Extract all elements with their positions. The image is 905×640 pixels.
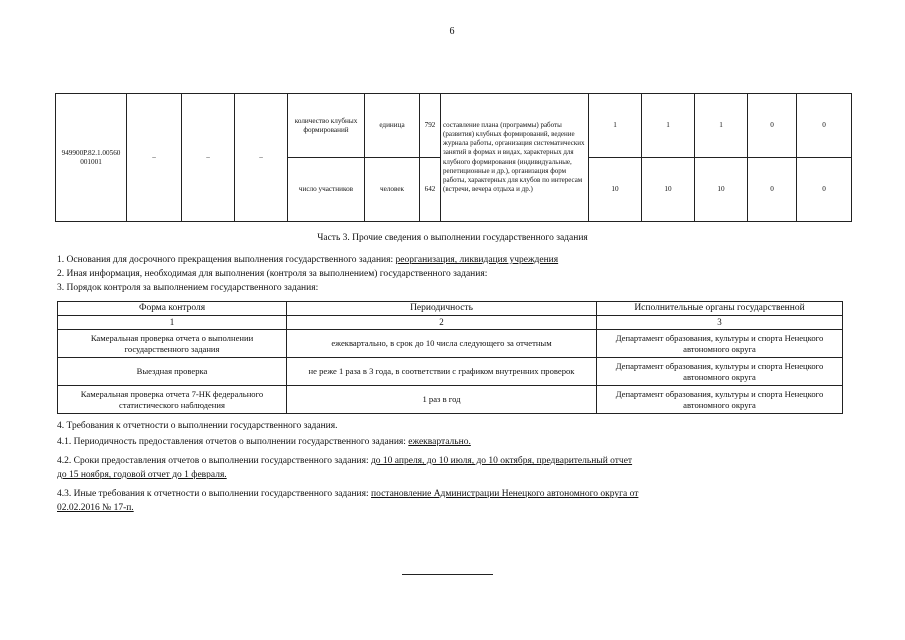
value-cell: 0: [748, 158, 797, 222]
control-organ: Департамент образования, культуры и спорта Ненецкого автономного округа: [597, 358, 843, 386]
column-number: 2: [287, 316, 597, 330]
table-row: [58, 358, 843, 386]
registry-code: 949900Р.82.1.00560 001001: [56, 94, 127, 222]
column-header: Периодичность: [287, 302, 597, 316]
control-form: Камеральная проверка отчета 7-НК федерального статистического наблюдения: [58, 386, 287, 414]
value-cell: 1: [695, 94, 748, 158]
item-4-3-cont: [57, 502, 134, 514]
column-number-row: [58, 316, 843, 330]
table-row: [56, 94, 852, 158]
control-period: 1 раз в год: [287, 386, 597, 414]
item-4-2: [57, 455, 680, 467]
item-4-3-value-2: 02.02.2016 № 17-п.: [57, 503, 134, 513]
table-row: [58, 330, 843, 358]
table-header-row: [58, 302, 843, 316]
dash-cell: –: [182, 94, 235, 222]
indicator-name: число участников: [288, 158, 365, 222]
control-form: Выездная проверка: [58, 358, 287, 386]
item-1: [57, 254, 558, 266]
item-4-3: [57, 488, 638, 500]
column-header: Исполнительные органы государственной: [597, 302, 843, 316]
control-period: не реже 1 раза в 3 года, в соответствии с графиком внутренних проверок: [287, 358, 597, 386]
value-cell: 0: [748, 94, 797, 158]
item-1-text: 1. Основания для досрочного прекращения выполнения государственного задания:: [57, 255, 396, 265]
footer-rule: [402, 574, 493, 575]
value-cell: 1: [642, 94, 695, 158]
item-4-2-cont: [57, 469, 227, 481]
unit-name: единица: [365, 94, 420, 158]
service-volume-table: [55, 93, 852, 222]
work-description: составление плана (программы) работы (развития) клубных формирований, ведение журнала работы, организация систематических занятий в формах и видах, характерных для клубного формирования (индивидуальные, репетиционные и др.), организация форм работы, характерных для клубов по интересам (встречи, вечера отдыха и др.): [441, 94, 589, 222]
control-organ: Департамент образования, культуры и спорта Ненецкого автономного округа: [597, 330, 843, 358]
item-2: 2. Иная информация, необходимая для выполнения (контроля за выполнением) государственного задания:: [57, 269, 488, 279]
column-number: 3: [597, 316, 843, 330]
item-4-3-value-1: постановление Администрации Ненецкого автономного округа от: [371, 489, 639, 499]
item-4-1: [57, 436, 471, 448]
column-header: Форма контроля: [58, 302, 287, 316]
control-form: Камеральная проверка отчета о выполнении государственного задания: [58, 330, 287, 358]
table-row: [58, 386, 843, 414]
item-4-2-value-2: до 15 ноября, годовой отчет до 1 февраля.: [57, 470, 227, 480]
item-4-3-text: 4.3. Иные требования к отчетности о выполнении государственного задания:: [57, 489, 372, 499]
item-4-1-text: 4.1. Периодичность предоставления отчетов о выполнении государственного задания:: [57, 437, 409, 447]
item-4: 4. Требования к отчетности о выполнении государственного задания.: [57, 421, 338, 431]
control-period: ежеквартально, в срок до 10 числа следующего за отчетным: [287, 330, 597, 358]
value-cell: 0: [797, 158, 852, 222]
item-1-value: реорганизация, ликвидация учреждения: [395, 255, 559, 265]
item-4-2-value-1: до 10 апреля, до 10 июля, до 10 октября, предварительный отчет: [370, 456, 633, 466]
item-4-2-text: 4.2. Сроки предоставления отчетов о выполнении государственного задания:: [57, 456, 371, 466]
part3-heading: Часть 3. Прочие сведения о выполнении государственного задания: [317, 233, 588, 243]
value-cell: 10: [642, 158, 695, 222]
indicator-name: количество клубных формирований: [288, 94, 365, 158]
value-cell: 10: [589, 158, 642, 222]
control-organ: Департамент образования, культуры и спорта Ненецкого автономного округа: [597, 386, 843, 414]
value-cell: 0: [797, 94, 852, 158]
unit-name: человек: [365, 158, 420, 222]
okei-code: 792: [420, 94, 441, 158]
control-table: [57, 301, 843, 414]
dash-cell: –: [235, 94, 288, 222]
page-number: 6: [449, 26, 455, 37]
okei-code: 642: [420, 158, 441, 222]
item-3: 3. Порядок контроля за выполнением государственного задания:: [57, 283, 319, 293]
value-cell: 1: [589, 94, 642, 158]
column-number: 1: [58, 316, 287, 330]
item-4-1-value: ежеквартально.: [408, 437, 471, 447]
value-cell: 10: [695, 158, 748, 222]
dash-cell: –: [127, 94, 182, 222]
